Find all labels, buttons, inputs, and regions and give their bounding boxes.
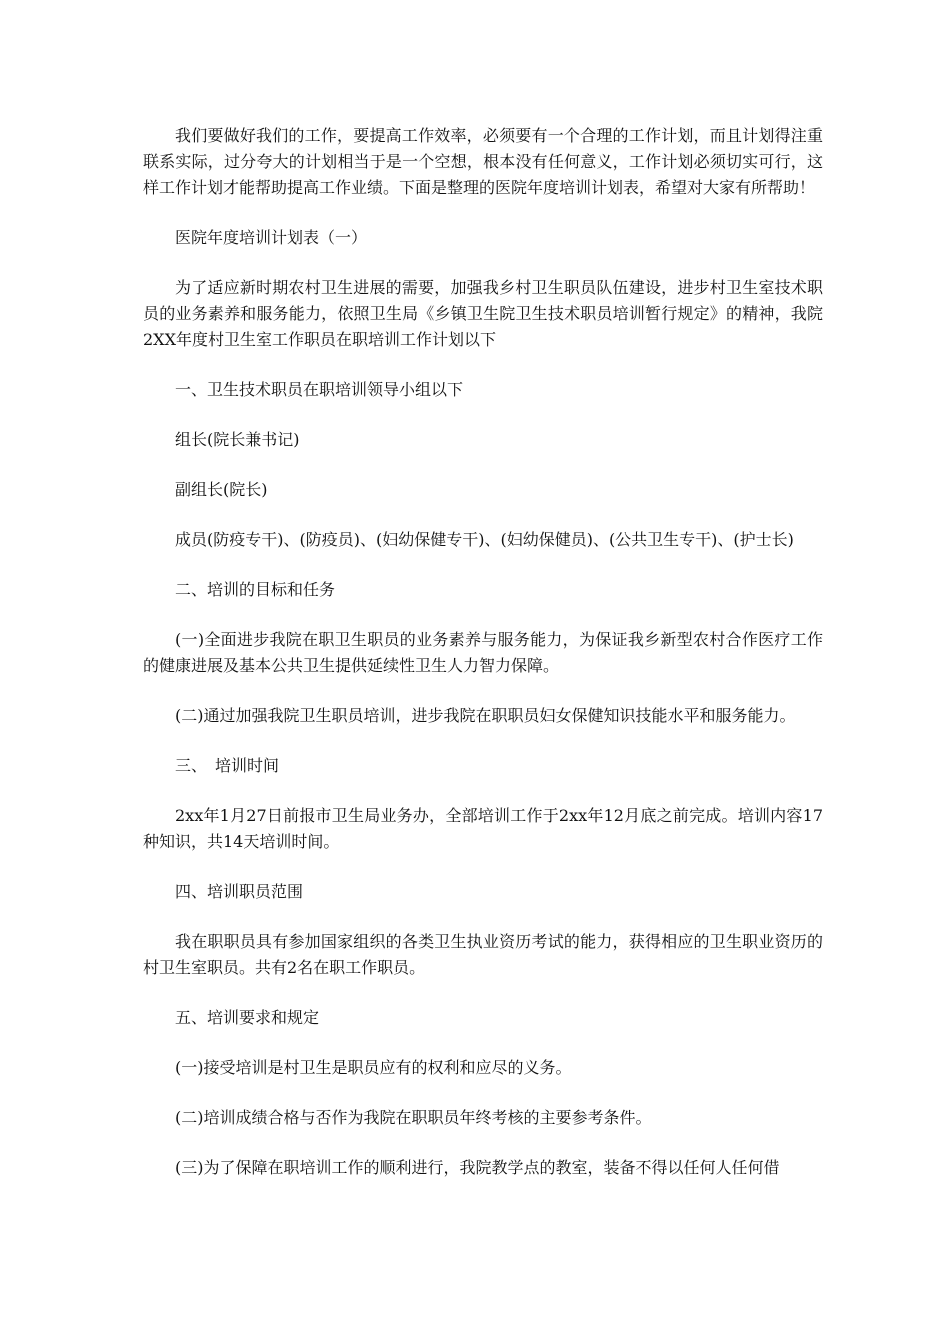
time-paragraph: 2xx年1月27日前报市卫生局业务办，全部培训工作于2xx年12月底之前完成。培训内容17种知识，共14天培训时间。: [143, 806, 823, 851]
requirement-paragraph-3: (三)为了保障在职培训工作的顺利进行，我院教学点的教室，装备不得以任何人任何借: [175, 1158, 780, 1177]
section-heading-1: 一、卫生技术职员在职培训领导小组以下: [175, 380, 464, 399]
deputy-leader-line: 副组长(院长): [175, 480, 268, 499]
plan-title: 医院年度培训计划表（一）: [175, 228, 368, 247]
goal-paragraph-2: (二)通过加强我院卫生职员培训，进步我院在职职员妇女保健知识技能水平和服务能力。: [175, 706, 796, 725]
section-heading-5: 五、培训要求和规定: [175, 1008, 320, 1027]
scope-paragraph: 我在职职员具有参加国家组织的各类卫生执业资历考试的能力，获得相应的卫生职业资历的村卫生室职员。共有2名在职工作职员。: [143, 932, 823, 977]
leader-line: 组长(院长兼书记): [175, 430, 300, 449]
section-heading-2: 二、培训的目标和任务: [175, 580, 336, 599]
requirement-paragraph-2: (二)培训成绩合格与否作为我院在职职员年终考核的主要参考条件。: [175, 1108, 652, 1127]
document-page: [143, 123, 823, 1181]
section-heading-3: 三、 培训时间: [175, 756, 280, 775]
requirement-paragraph-1: (一)接受培训是村卫生是职员应有的权利和应尽的义务。: [175, 1058, 572, 1077]
section-heading-4: 四、培训职员范围: [175, 882, 304, 901]
purpose-paragraph: 为了适应新时期农村卫生进展的需要，加强我乡村卫生职员队伍建设，进步村卫生室技术职员的业务素养和服务能力，依照卫生局《乡镇卫生院卫生技术职员培训暂行规定》的精神，我院2XX年度村卫生室工作职员在职培训工作计划以下: [143, 278, 823, 349]
goal-paragraph-1: (一)全面进步我院在职卫生职员的业务素养与服务能力，为保证我乡新型农村合作医疗工作的健康进展及基本公共卫生提供延续性卫生人力智力保障。: [143, 630, 823, 675]
members-line: 成员(防疫专干)、(防疫员)、(妇幼保健专干)、(妇幼保健员)、(公共卫生专干)、(护士长): [175, 530, 794, 549]
intro-paragraph: 我们要做好我们的工作，要提高工作效率，必须要有一个合理的工作计划，而且计划得注重联系实际，过分夸大的计划相当于是一个空想，根本没有任何意义，工作计划必须切实可行，这样工作计划才能帮助提高工作业绩。下面是整理的医院年度培训计划表，希望对大家有所帮助！: [143, 126, 823, 197]
